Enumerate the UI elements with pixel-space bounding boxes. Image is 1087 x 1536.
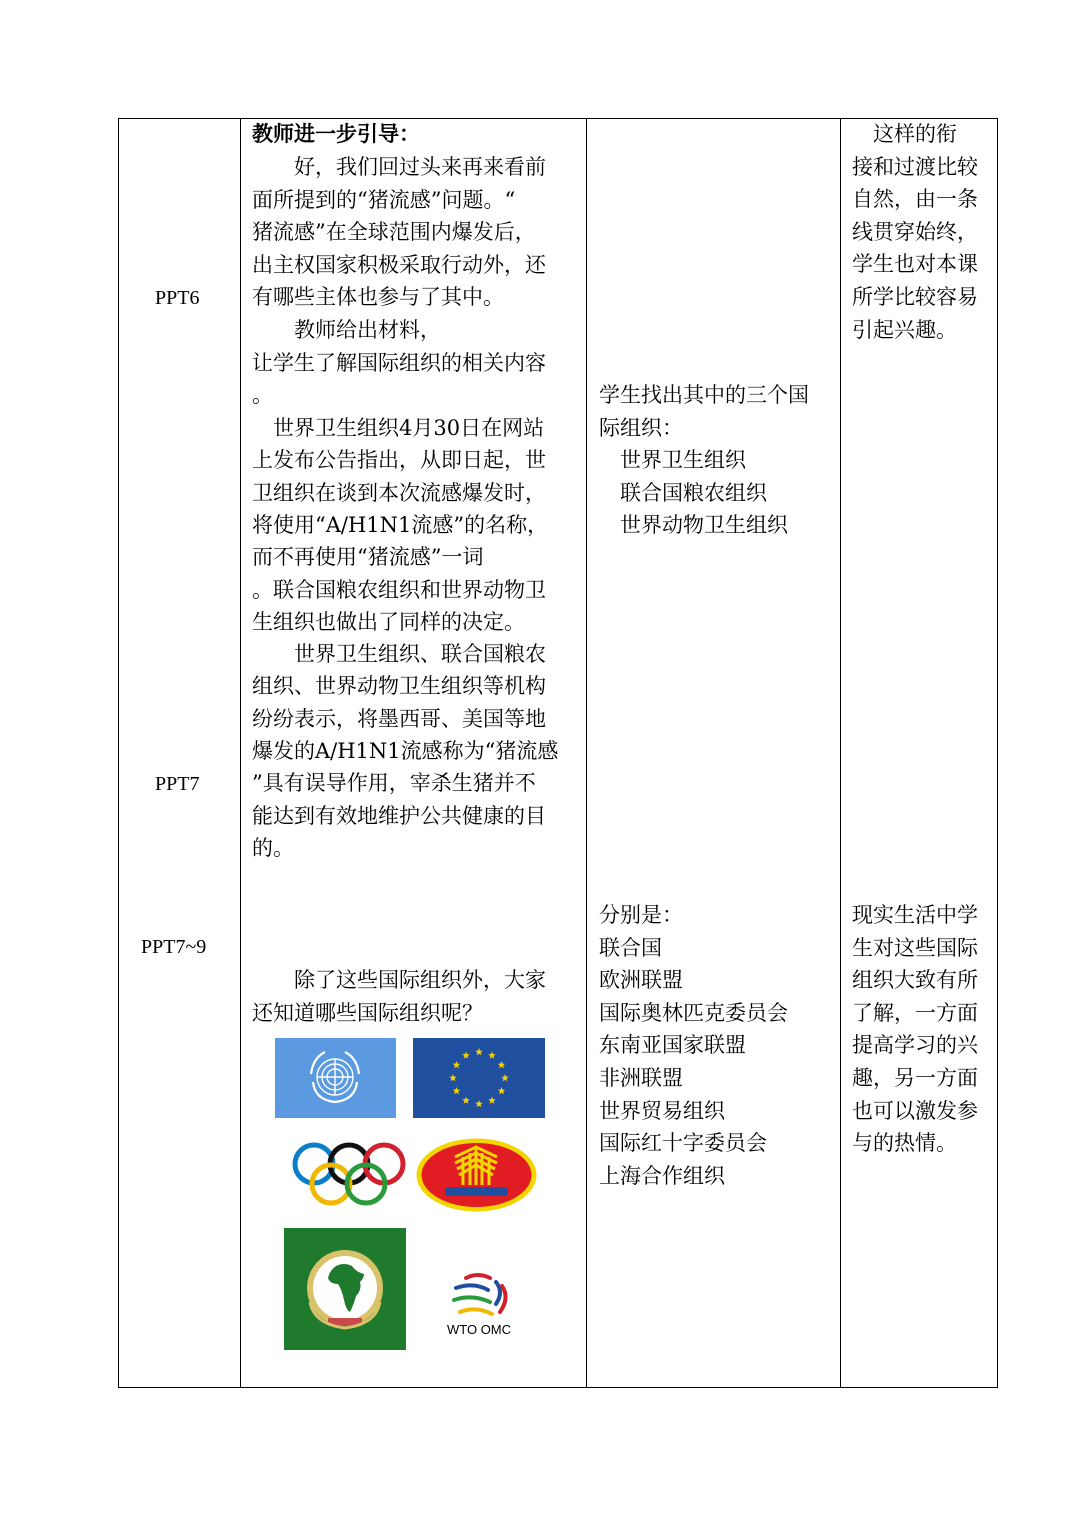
column-divider [586,118,587,1388]
text-line: 将使用“A/H1N1流感”的名称， [252,512,549,537]
text-line: 世界贸易组织 [599,1098,725,1123]
ppt-label: PPT6 [155,287,200,309]
ppt-label: PPT7~9 [141,936,207,958]
text-line: 联合国粮农组织 [599,480,767,505]
text-line: 线贯穿始终， [852,219,978,244]
text-line: 与的热情。 [852,1131,957,1156]
column-divider [240,118,241,1388]
text-line: 联合国 [599,935,662,960]
ppt-label: PPT7 [155,773,200,795]
text-line: 而不再使用“猪流感”一词 [252,545,484,570]
text-line: 了解，一方面 [852,1000,978,1025]
wto-logo-label: WTO OMC [447,1322,512,1337]
wto-logo [440,1272,530,1342]
asean-logo [415,1137,538,1213]
text-line: 让学生了解国际组织的相关内容 [252,350,546,375]
text-line: 世界卫生组织 [599,448,746,473]
text-line: 非洲联盟 [599,1066,683,1090]
text-line: 猪流感”在全球范围内爆发后， [252,220,536,245]
text-line: 面所提到的“猪流感”问题。“ [252,187,516,212]
text-line: 上发布公告指出，从即日起，世 [252,448,546,473]
text-line: 世界卫生组织4月30日在网站 [252,416,545,440]
olympic-rings-logo [290,1136,408,1214]
text-line: 上海合作组织 [599,1163,725,1188]
un-flag-logo [275,1038,396,1118]
text-line: 学生也对本课 [852,252,978,277]
eu-flag-logo [413,1038,545,1118]
text-line: 际组织： [599,415,683,440]
text-line: 东南亚国家联盟 [599,1033,746,1058]
text-line: 有哪些主体也参与了其中。 [252,285,504,310]
text-line: 引起兴趣。 [852,317,957,342]
text-line: 欧洲联盟 [599,968,683,993]
text-line: 还知道哪些国际组织呢？ [252,1000,483,1025]
african-union-logo [284,1228,406,1350]
text-line: 趣，另一方面 [852,1066,978,1090]
text-line: 现实生活中学 [852,903,978,927]
text-line: 教师给出材料， [252,318,441,342]
text-line: 。 [252,383,273,408]
text-line: 组织、世界动物卫生组织等机构 [252,674,546,699]
text-line: 卫组织在谈到本次流感爆发时， [252,480,546,505]
text-line: 这样的衔 [852,122,957,146]
text-line: 出主权国家积极采取行动外，还 [252,252,546,277]
text-line: 国际红十字委员会 [599,1131,767,1156]
text-line: 所学比较容易 [852,285,978,309]
text-line: ”具有误导作用，宰杀生猪并不 [252,771,536,796]
text-line: 分别是： [599,903,683,927]
guide-heading: 教师进一步引导： [252,121,420,146]
text-line: 接和过渡比较 [852,154,978,179]
text-line: 能达到有效地维护公共健康的目 [252,803,546,828]
text-line: 自然，由一条 [852,187,978,212]
text-line: 组织大致有所 [852,968,978,993]
text-line: 学生找出其中的三个国 [599,383,809,407]
text-line: 爆发的A/H1N1流感称为“猪流感 [252,739,559,763]
text-line: 生组织也做出了同样的决定。 [252,609,525,634]
text-line: 提高学习的兴 [852,1033,978,1058]
text-line: 。联合国粮农组织和世界动物卫 [252,577,546,602]
text-line: 除了这些国际组织外，大家 [252,968,546,992]
text-line: 生对这些国际 [852,935,978,960]
text-line: 的。 [252,835,294,860]
text-line: 世界动物卫生组织 [599,513,788,538]
text-line: 也可以激发参 [852,1098,978,1123]
text-line: 世界卫生组织、联合国粮农 [252,642,546,667]
column-divider [840,118,841,1388]
text-line: 国际奥林匹克委员会 [599,1000,788,1025]
text-line: 好，我们回过头来再来看前 [252,155,546,179]
text-line: 纷纷表示，将墨西哥、美国等地 [252,706,546,731]
